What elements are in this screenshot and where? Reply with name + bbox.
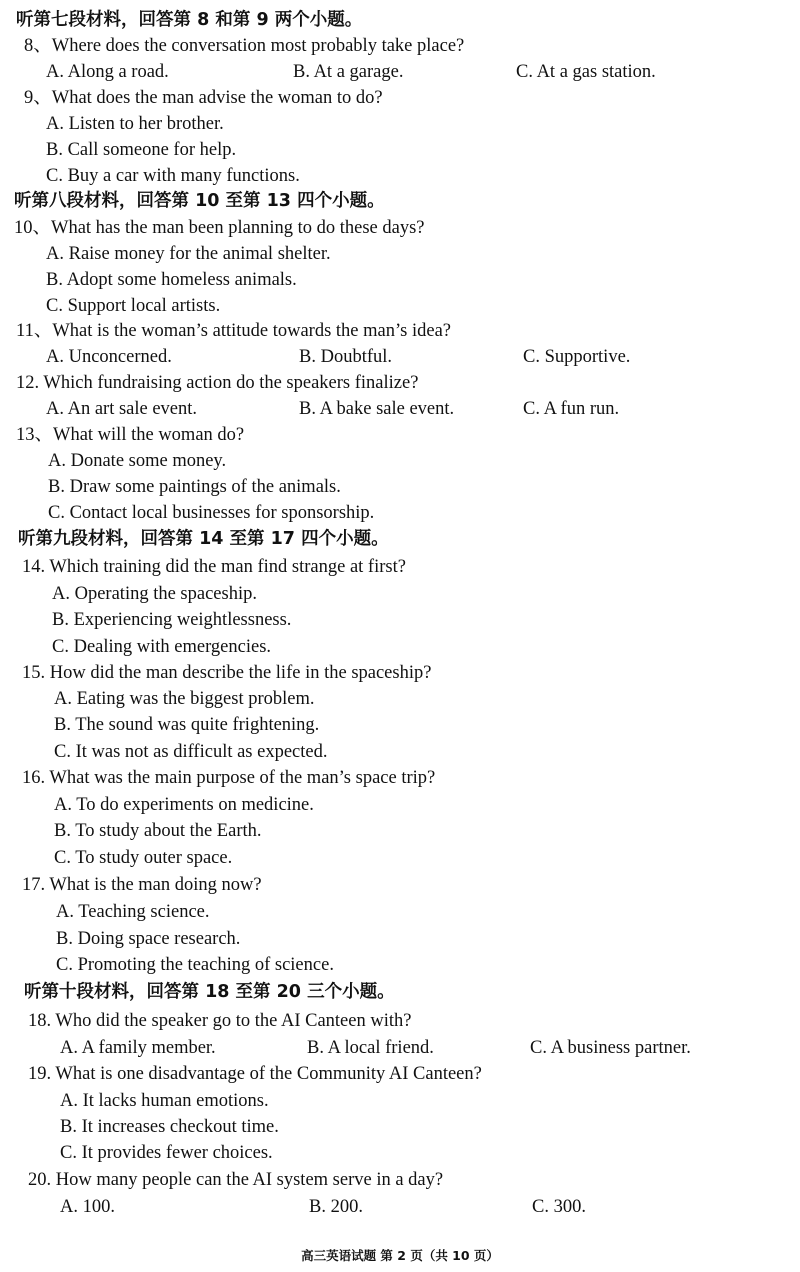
option-a: A. Unconcerned. (46, 347, 172, 367)
option-c: C. Supportive. (523, 347, 631, 367)
question-stem: 10、What has the man been planning to do these days? (14, 218, 425, 238)
option-c: C. A fun run. (523, 399, 620, 419)
option-b: B. To study about the Earth. (54, 821, 262, 841)
option-b: B. Call someone for help. (46, 140, 237, 160)
option-a: A. Teaching science. (56, 902, 210, 922)
section-heading: 听第九段材料，回答第 14 至第 17 四个小题。 (18, 529, 389, 549)
option-c: C. Dealing with emergencies. (52, 637, 272, 657)
option-c: C. At a gas station. (516, 62, 656, 82)
option-c: C. A business partner. (530, 1038, 691, 1058)
option-a: A. Donate some money. (48, 451, 227, 471)
option-b: B. A local friend. (307, 1038, 434, 1058)
question-stem: 16. What was the main purpose of the man’s space trip? (22, 768, 436, 788)
section-heading: 听第七段材料，回答第 8 和第 9 两个小题。 (16, 10, 363, 30)
option-b: B. A bake sale event. (299, 399, 455, 419)
option-a: A. Listen to her brother. (46, 114, 224, 134)
option-c: C. It provides fewer choices. (60, 1143, 273, 1163)
option-a: A. A family member. (60, 1038, 216, 1058)
option-c: C. Buy a car with many functions. (46, 166, 300, 186)
option-a: A. To do experiments on medicine. (54, 795, 314, 815)
option-c: C. Promoting the teaching of science. (56, 955, 334, 975)
question-stem: 19. What is one disadvantage of the Community AI Canteen? (28, 1064, 482, 1084)
question-stem: 17. What is the man doing now? (22, 875, 262, 895)
question-stem: 14. Which training did the man find strange at first? (22, 557, 406, 577)
question-stem: 12. Which fundraising action do the speakers finalize? (16, 373, 419, 393)
option-a: A. Operating the spaceship. (52, 584, 257, 604)
question-stem: 20. How many people can the AI system serve in a day? (28, 1170, 444, 1190)
question-stem: 18. Who did the speaker go to the AI Canteen with? (28, 1011, 412, 1031)
question-stem: 9、What does the man advise the woman to do? (24, 88, 383, 108)
option-b: B. 200. (309, 1197, 363, 1217)
option-c: C. It was not as difficult as expected. (54, 742, 328, 762)
option-a: A. An art sale event. (46, 399, 198, 419)
option-a: A. Eating was the biggest problem. (54, 689, 315, 709)
question-stem: 13、What will the woman do? (16, 425, 245, 445)
question-stem: 15. How did the man describe the life in the spaceship? (22, 663, 432, 683)
option-b: B. Doing space research. (56, 929, 241, 949)
option-a: A. It lacks human emotions. (60, 1091, 269, 1111)
option-c: C. To study outer space. (54, 848, 233, 868)
option-c: C. Contact local businesses for sponsorship. (48, 503, 375, 523)
option-c: C. 300. (532, 1197, 586, 1217)
option-a: A. Raise money for the animal shelter. (46, 244, 331, 264)
page-footer: 高三英语试题 第 2 页（共 10 页） (301, 1248, 499, 1263)
question-stem: 11、What is the woman’s attitude towards the man’s idea? (16, 321, 451, 341)
section-heading: 听第十段材料，回答第 18 至第 20 三个小题。 (24, 982, 395, 1002)
option-b: B. At a garage. (293, 62, 404, 82)
section-heading: 听第八段材料，回答第 10 至第 13 四个小题。 (14, 191, 385, 211)
option-b: B. Doubtful. (299, 347, 393, 367)
option-a: A. Along a road. (46, 62, 169, 82)
option-b: B. The sound was quite frightening. (54, 715, 320, 735)
option-b: B. Draw some paintings of the animals. (48, 477, 341, 497)
question-stem: 8、Where does the conversation most probably take place? (24, 36, 465, 56)
option-a: A. 100. (60, 1197, 115, 1217)
option-b: B. Adopt some homeless animals. (46, 270, 297, 290)
option-b: B. It increases checkout time. (60, 1117, 279, 1137)
option-b: B. Experiencing weightlessness. (52, 610, 292, 630)
option-c: C. Support local artists. (46, 296, 221, 316)
